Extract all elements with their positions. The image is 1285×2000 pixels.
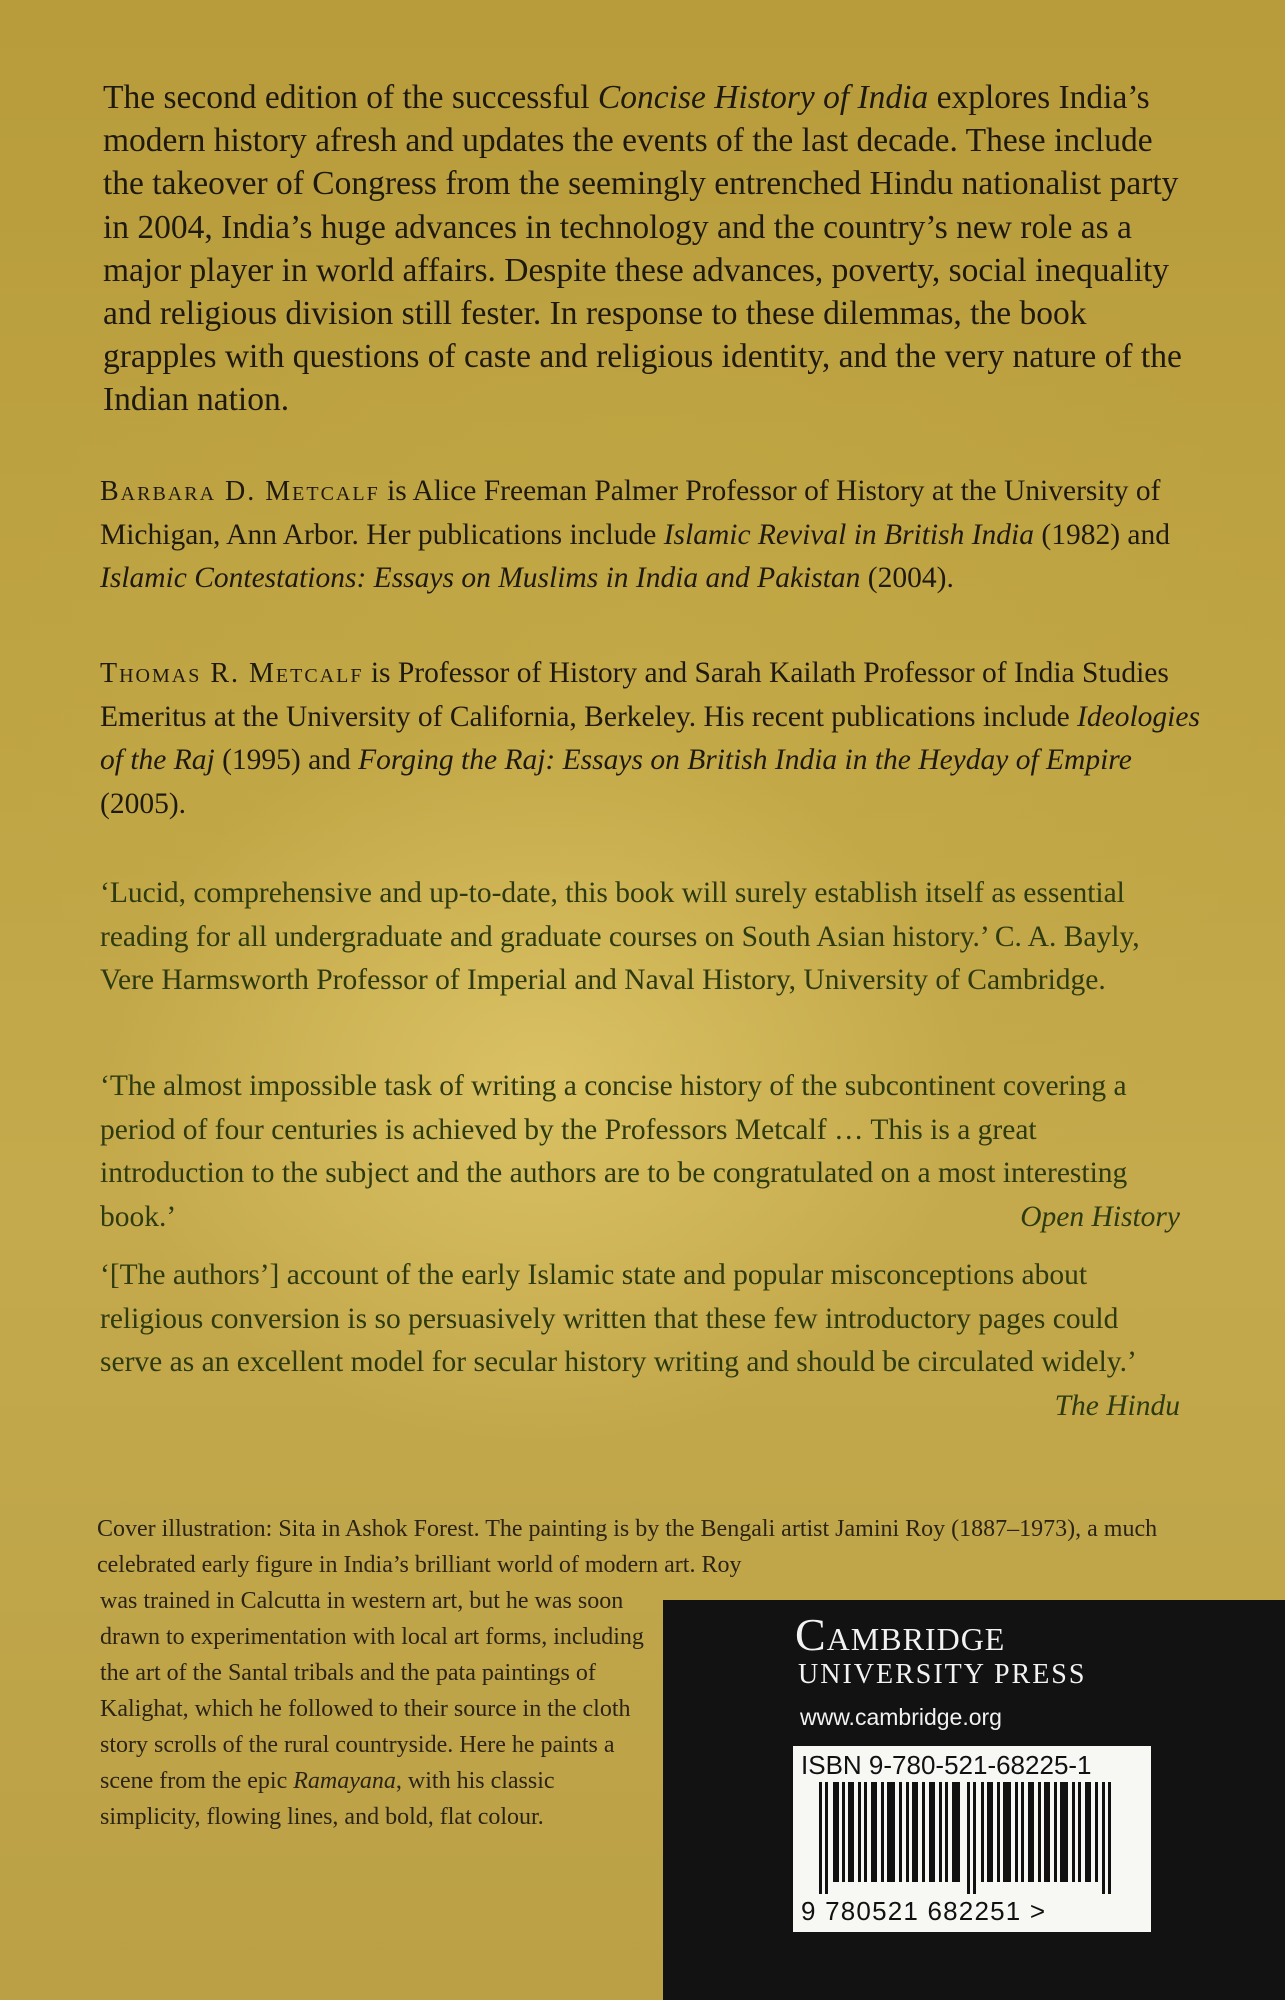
cover-credit-epic: Ramayana (293, 1768, 396, 1794)
publisher-url: www.cambridge.org (800, 1704, 1002, 1730)
barcode-bars (819, 1782, 1125, 1894)
cover-credit-text: , with his classic simplicity, flowing lines, and bold, flat colour. (100, 1768, 555, 1830)
bio-book-title: Forging the Raj: Essays on British India in the Heyday of Empire (358, 744, 1132, 776)
description-book-title: Concise History of India (597, 79, 929, 116)
quote-text: ‘The almost impossible task of writing a concise history of the subcontinent covering a period of four centuries is achieved by the Professors Metcalf … This is a great introduction to the subject and the authors are to be congratulated on a most interesting book.’ (100, 1070, 1128, 1233)
bio-book-title: Islamic Contestations: Essays on Muslims in India and Pakistan (100, 562, 861, 594)
bio-text: is Alice Freeman Palmer Professor of History at the University of Michigan, Ann Arbor. Her publications include (100, 475, 1161, 551)
review-quote-bayly (100, 872, 1180, 1003)
cover-credit-text: Cover illustration: Sita in Ashok Forest. The painting is by the Bengali artist Jamini Roy (1887–1973), a much celebrated early figure in India’s brilliant world of modern art. Roy (97, 1516, 1158, 1578)
bio-text: (1982) and (1034, 518, 1171, 551)
quote-text: ‘[The authors’] account of the early Islamic state and popular misconceptions about religious conversion is so persuasively written that these few introductory pages could serve as an excellent model for secular history writing and should be circulated widely.’ (100, 1259, 1137, 1378)
review-quote-open-history (100, 1065, 1180, 1239)
bio-text: (2005). (100, 787, 187, 820)
quote-text: ‘Lucid, comprehensive and up-to-date, this book will surely establish itself as essential reading for all undergraduate and graduate courses on South Asian history.’ C. A. Bayly, Vere Harmsworth Professor of Imperial and Naval History, University of Cambridge. (100, 877, 1140, 996)
description-text-2: explores India’s modern history afresh and updates the events of the last decade. These include the takeover of Congress from the seemingly entrenched Hindu nationalist party in 2004, India’s huge advances in technology and the country’s new role as a major player in world affairs. Despite these advances, poverty, social inequality and religious division still fester. In response to these dilemmas, the book grapples with questions of caste and religious identity, and the very nature of the Indian nation. (103, 79, 1182, 419)
review-quote-the-hindu (100, 1254, 1180, 1428)
publisher-press: UNIVERSITY PRESS (798, 1659, 1087, 1690)
barcode-digits: 9 780521 682251 > (801, 1896, 1047, 1926)
quote-source: Open History (1020, 1200, 1180, 1233)
author-name: Thomas R. Metcalf (100, 658, 364, 689)
author-bio-barbara (100, 470, 1200, 601)
cover-illustration-credit-cont (100, 1583, 660, 1835)
publisher-panel (663, 1600, 1285, 2000)
publisher-name: Cambridge (795, 1609, 1006, 1660)
book-description (103, 76, 1193, 422)
bio-book-title: Ideologies of the Raj (100, 700, 1200, 776)
bio-text: (1995) and (214, 744, 359, 776)
bio-text: (2004). (860, 562, 954, 594)
bio-book-title: Islamic Revival in British India (663, 518, 1035, 551)
description-text-1: The second edition of the successful (103, 79, 598, 116)
author-bio-thomas (100, 652, 1200, 826)
bio-text: is Professor of History and Sarah Kailath Professor of India Studies Emeritus at the University of California, Berkeley. His recent publications include (100, 657, 1169, 733)
author-name: Barbara D. Metcalf (100, 476, 380, 507)
isbn-label: ISBN 9-780-521-68225-1 (801, 1750, 1092, 1780)
cover-credit-text: was trained in Calcutta in western art, but he was soon drawn to experimentation with local art forms, including the art of the Santal tribals and the pata paintings of Kalighat, which he followed to their source in the cloth story scrolls of the rural countryside. Here he paints a scene from the epic (100, 1588, 644, 1794)
quote-source: The Hindu (1054, 1389, 1180, 1422)
barcode (793, 1746, 1151, 1932)
cover-illustration-credit (97, 1511, 1217, 1583)
